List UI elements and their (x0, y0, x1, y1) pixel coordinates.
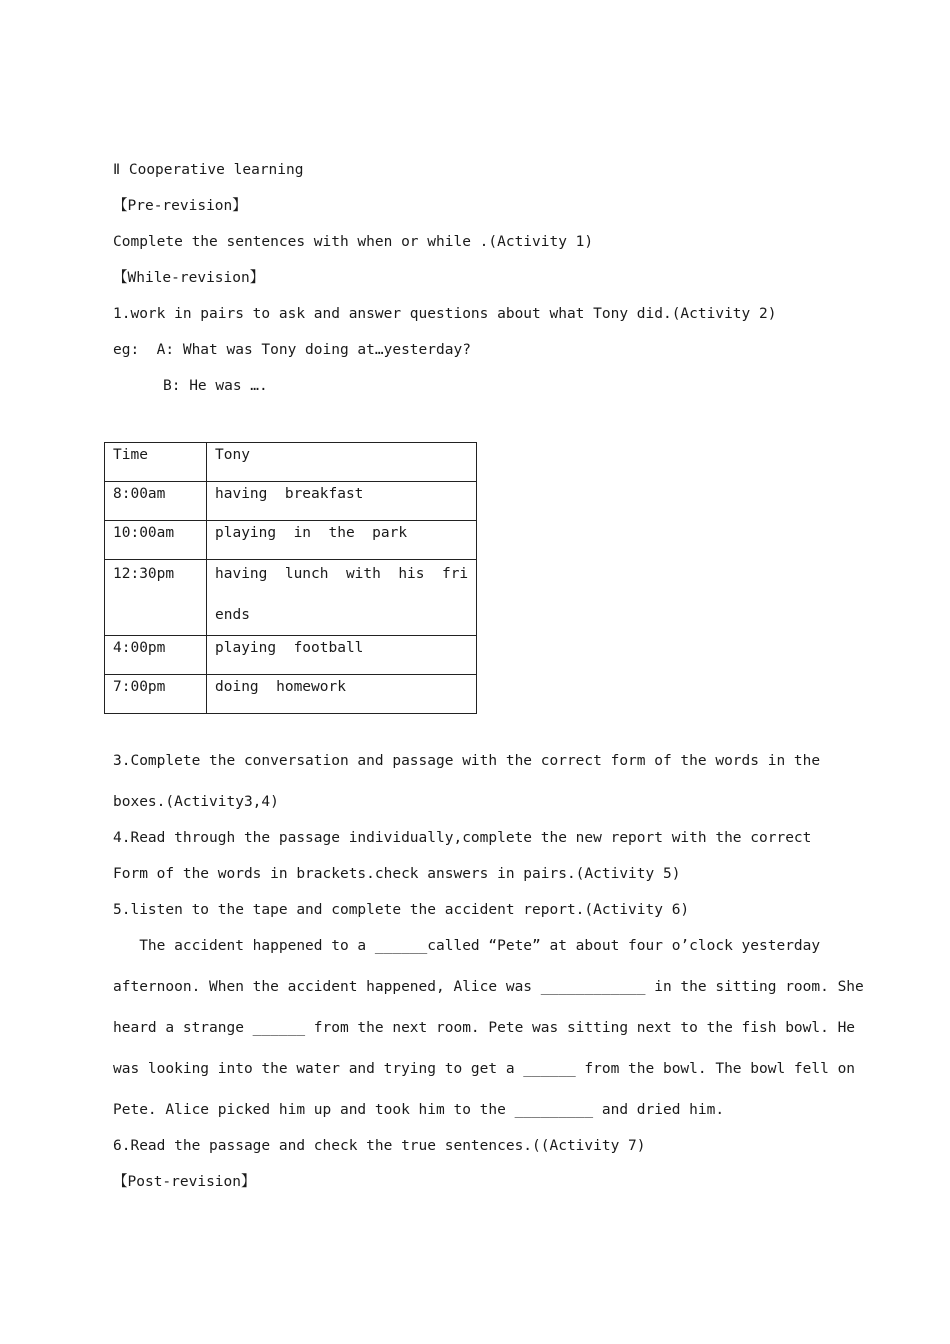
table-row (105, 482, 477, 521)
item-3-line-2: boxes.(Activity3,4) (113, 794, 279, 810)
table-header-row (105, 443, 477, 482)
header-tony: Tony (207, 443, 477, 482)
activity-cell (207, 560, 477, 636)
header-time: Time (105, 443, 207, 482)
passage-line-4: was looking into the water and trying to get a ______ from the bowl. The bowl fell on (113, 1061, 856, 1077)
pre-revision-text: Complete the sentences with when or while .(Activity 1) (113, 234, 594, 250)
activity-line-2: ends (215, 607, 250, 623)
activity-cell: playing football (207, 636, 477, 675)
passage-line-3: heard a strange ______ from the next room. Pete was sitting next to the fish bowl. He (113, 1020, 856, 1036)
passage-line-1: The accident happened to a ______called “Pete” at about four o’clock yesterday (113, 938, 821, 954)
post-revision-heading: 【Post-revision】 (113, 1174, 256, 1190)
item-5: 5.listen to the tape and complete the accident report.(Activity 6) (113, 902, 690, 918)
time-cell: 10:00am (105, 521, 207, 560)
schedule-table (104, 442, 477, 714)
passage-line-2: afternoon. When the accident happened, Alice was ____________ in the sitting room. She (113, 979, 864, 995)
time-cell: 4:00pm (105, 636, 207, 675)
table-row (105, 675, 477, 714)
while-revision-heading: 【While-revision】 (113, 270, 265, 286)
activity-cell: having breakfast (207, 482, 477, 521)
table-row (105, 636, 477, 675)
table-row (105, 521, 477, 560)
pre-revision-heading: 【Pre-revision】 (113, 198, 247, 214)
time-cell: 12:30pm (105, 560, 207, 636)
time-cell: 8:00am (105, 482, 207, 521)
table-row (105, 560, 477, 636)
item-6: 6.Read the passage and check the true sentences.((Activity 7) (113, 1138, 646, 1154)
activity-cell: doing homework (207, 675, 477, 714)
activity-line-1: having lunch with his fri (215, 566, 469, 582)
time-cell: 7:00pm (105, 675, 207, 714)
example-b: B: He was …. (163, 378, 268, 394)
section-title: Ⅱ Cooperative learning (113, 162, 304, 178)
item-3-line-1: 3.Complete the conversation and passage with the correct form of the words in the (113, 753, 821, 769)
item-4-line-1: 4.Read through the passage individually,complete the new report with the correct (113, 830, 812, 846)
activity-cell: playing in the park (207, 521, 477, 560)
item-4-line-2: Form of the words in brackets.check answers in pairs.(Activity 5) (113, 866, 681, 882)
passage-line-5: Pete. Alice picked him up and took him to the _________ and dried him. (113, 1102, 725, 1118)
example-a: eg: A: What was Tony doing at…yesterday? (113, 342, 471, 358)
item-1: 1.work in pairs to ask and answer questions about what Tony did.(Activity 2) (113, 306, 777, 322)
